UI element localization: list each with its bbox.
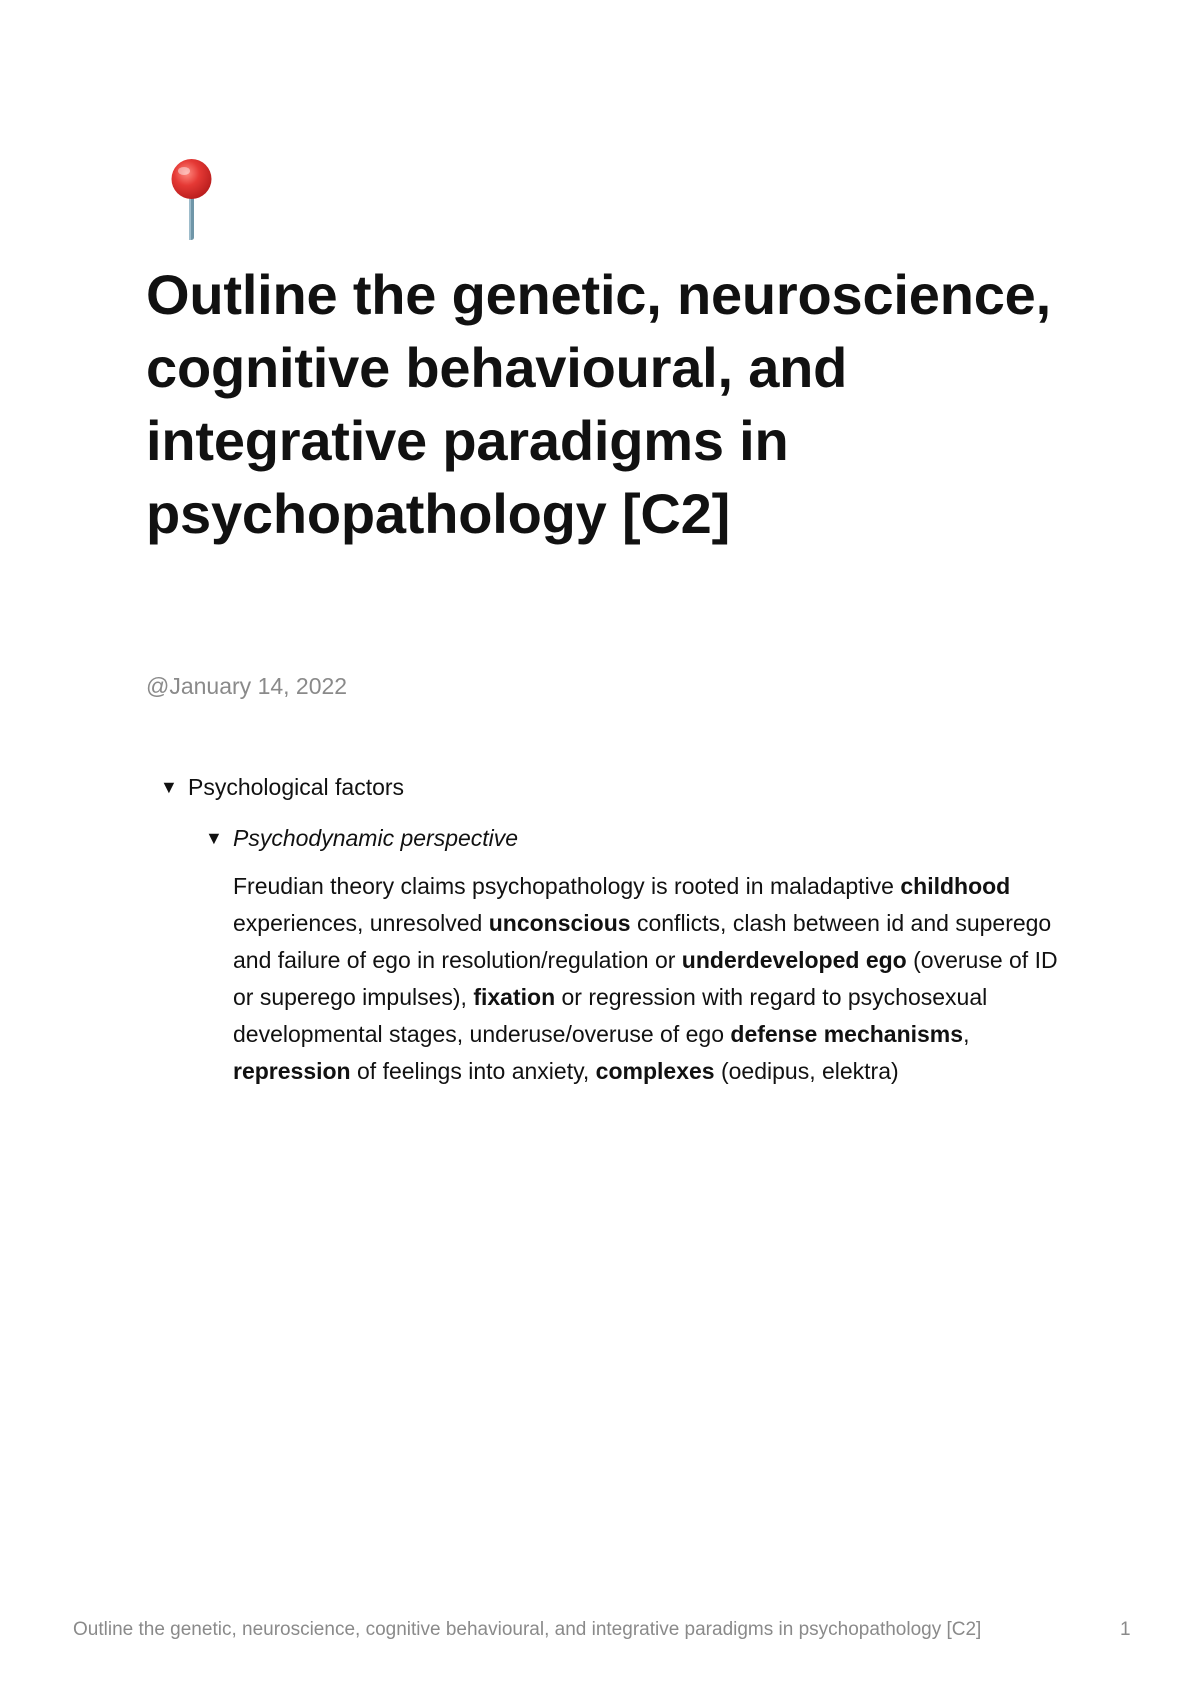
bold-term: childhood: [900, 873, 1011, 899]
toggle-label: Psychological factors: [188, 774, 405, 800]
bold-term: unconscious: [488, 910, 631, 936]
toggle-psychological-factors[interactable]: [160, 772, 404, 802]
text-segment: (overuse of ID or superego impulses),: [233, 947, 1058, 1010]
text-segment: Freudian theory claims psychopathology is rooted in maladaptive: [233, 873, 901, 899]
page-title: Outline the genetic, neuroscience, cognitive behavioural, and integrative paradigms in psychopathology [C2]: [146, 263, 1051, 545]
pushpin-icon: [148, 158, 238, 242]
toggle-psychodynamic-perspective[interactable]: [205, 823, 518, 853]
footer-title: Outline the genetic, neuroscience, cognitive behavioural, and integrative paradigms in psychopathology [C2]: [73, 1619, 982, 1640]
text-segment: or regression with regard to psychosexual developmental stages, underuse/overuse of ego: [233, 984, 988, 1047]
bold-term: defense mechanisms: [730, 1021, 964, 1047]
bold-term: underdeveloped ego: [681, 947, 907, 973]
toggle-label: Psychodynamic perspective: [233, 825, 519, 851]
bold-term: complexes: [595, 1058, 715, 1084]
bold-term: repression: [233, 1058, 351, 1084]
text-segment: ,: [963, 1021, 970, 1047]
text-segment: conflicts, clash between id and superego and failure of ego in resolution/regulation or: [233, 910, 1052, 973]
bold-term: fixation: [473, 984, 556, 1010]
toggle-triangle-down-icon[interactable]: ▼: [205, 828, 223, 848]
toggle-triangle-down-icon[interactable]: ▼: [160, 777, 178, 797]
footer-page-number: 1: [1120, 1619, 1131, 1640]
body-paragraph: [233, 868, 1073, 1090]
text-segment: of feelings into anxiety,: [350, 1058, 596, 1084]
page-date: @January 14, 2022: [146, 673, 348, 699]
text-segment: (oedipus, elektra): [714, 1058, 899, 1084]
text-segment: experiences, unresolved: [233, 910, 489, 936]
